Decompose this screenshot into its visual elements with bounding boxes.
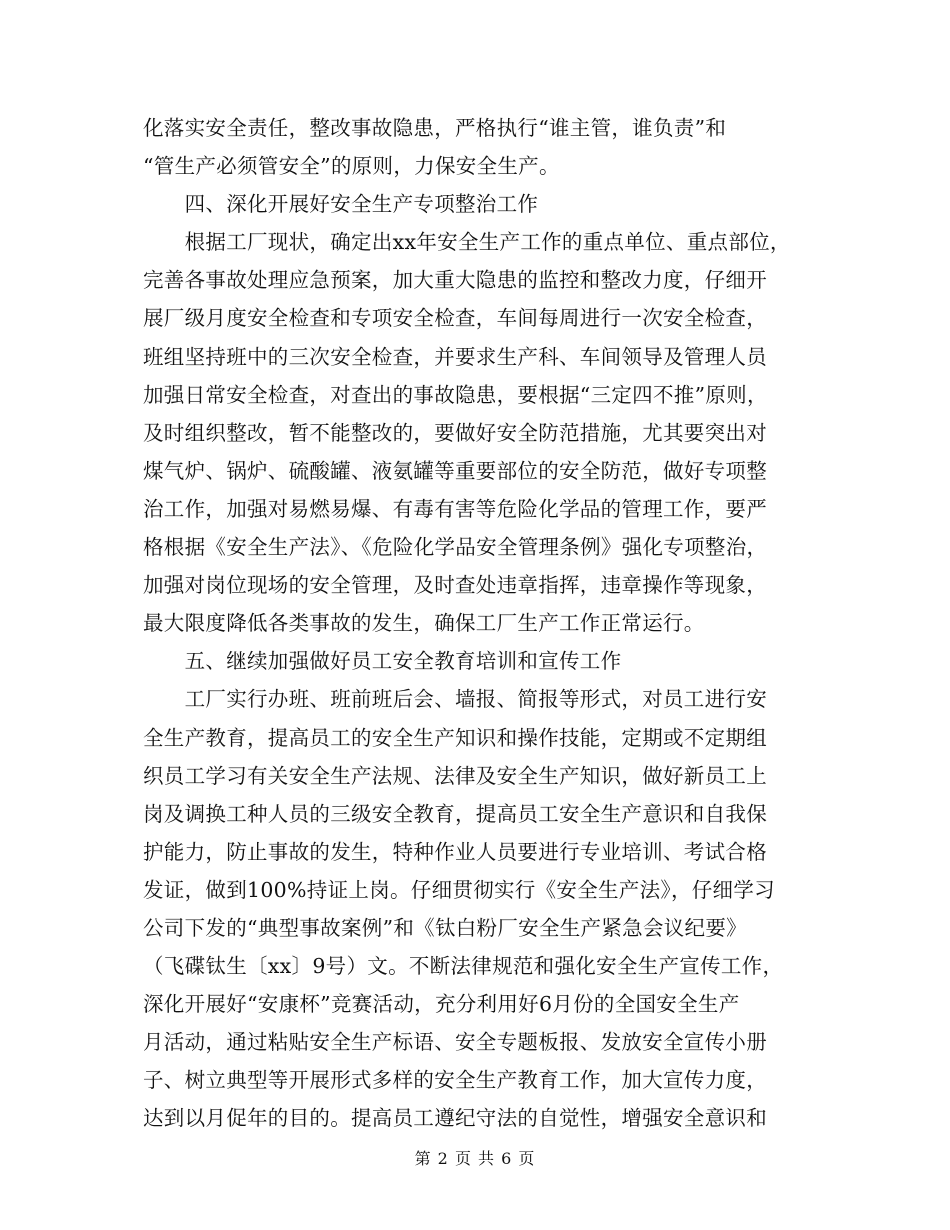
text-line: 加强对岗位现场的安全管理，及时查处违章指挥，违章操作等现象， xyxy=(143,573,767,598)
text-line: 达到以月促年的目的。提高员工遵纪守法的自觉性，增强安全意识和 xyxy=(143,1106,767,1131)
text-line: 煤气炉、锅炉、硫酸罐、液氨罐等重要部位的安全防范，做好专项整 xyxy=(143,458,767,483)
section-heading-4: 四、深化开展好安全生产专项整治工作 xyxy=(143,192,539,217)
text-line: 班组坚持班中的三次安全检查，并要求生产科、车间领导及管理人员 xyxy=(143,344,767,369)
text-line: 织员工学习有关安全生产法规、法律及安全生产知识，做好新员工上 xyxy=(143,763,767,788)
text-line: 完善各事故处理应急预案，加大重大隐患的监控和整改力度，仔细开 xyxy=(143,268,767,293)
text-line: “管生产必须管安全”的原则，力保安全生产。 xyxy=(143,154,560,179)
text-line: （飞碟钛生〔xx〕9号）文。不断法律规范和强化安全生产宣传工作， xyxy=(143,954,784,979)
text-line: 根据工厂现状，确定出xx年安全生产工作的重点单位、重点部位， xyxy=(143,230,791,255)
text-line: 及时组织整改，暂不能整改的，要做好安全防范措施，尤其要突出对 xyxy=(143,420,767,445)
text-line: 加强日常安全检查，对查出的事故隐患，要根据“三定四不推”原则， xyxy=(143,382,768,407)
document-body xyxy=(143,109,843,1138)
text-line: 工厂实行办班、班前班后会、墙报、简报等形式，对员工进行安 xyxy=(143,687,767,712)
text-line: 展厂级月度安全检查和专项安全检查，车间每周进行一次安全检查， xyxy=(143,306,767,331)
text-line: 子、树立典型等开展形式多样的安全生产教育工作，加大宣传力度， xyxy=(143,1068,767,1093)
text-line: 最大限度降低各类事故的发生，确保工厂生产工作正常运行。 xyxy=(143,611,705,636)
text-line: 护能力，防止事故的发生，特种作业人员要进行专业培训、考试合格 xyxy=(143,839,767,864)
text-line: 岗及调换工种人员的三级安全教育，提高员工安全生产意识和自我保 xyxy=(143,801,767,826)
section-heading-5: 五、继续加强做好员工安全教育培训和宣传工作 xyxy=(143,649,622,674)
text-line: 化落实安全责任，整改事故隐患，严格执行“谁主管，谁负责”和 xyxy=(143,116,727,140)
text-line: 发证，做到100%持证上岗。仔细贯彻实行《安全生产法》，仔细学习 xyxy=(143,877,775,902)
text-line: 全生产教育，提高员工的安全生产知识和操作技能，定期或不定期组 xyxy=(143,725,767,750)
text-line: 深化开展好“安康杯”竞赛活动，充分利用好6月份的全国安全生产 xyxy=(143,992,740,1017)
text-line: 治工作，加强对易燃易爆、有毒有害等危险化学品的管理工作，要严 xyxy=(143,496,767,521)
page-number-footer: 第 2 页 共 6 页 xyxy=(414,1149,536,1168)
text-line: 月活动，通过粘贴安全生产标语、安全专题板报、发放安全宣传小册 xyxy=(143,1030,767,1055)
text-line: 公司下发的“典型事故案例”和《钛白粉厂安全生产紧急会议纪要》 xyxy=(143,915,747,940)
text-line: 格根据《安全生产法》、《危险化学品安全管理条例》强化专项整治， xyxy=(143,535,768,560)
